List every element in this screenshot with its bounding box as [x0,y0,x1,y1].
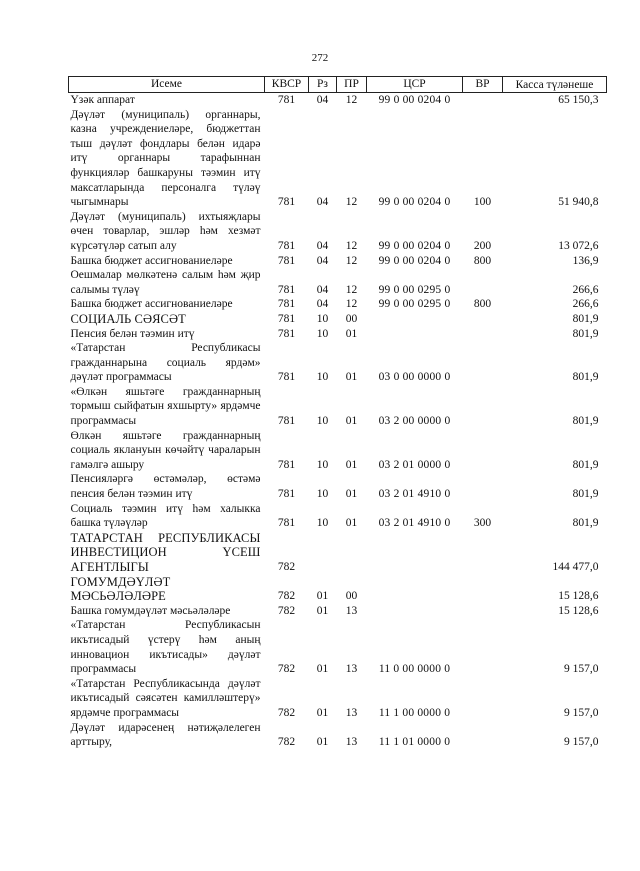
cell-csr: 99 0 00 0204 0 [378,254,451,267]
table-row [69,108,607,210]
table-row [69,341,607,385]
cell-kvsr: 781 [277,458,296,471]
cell-kvsr: 782 [277,590,296,603]
cell-vr: 100 [473,196,492,209]
cell-vr: 800 [473,298,492,311]
cell-csr: 03 2 01 4910 0 [378,517,451,530]
cell-kvsr: 781 [277,196,296,209]
cell-rz: 10 [316,371,329,384]
cell-vr [463,472,503,501]
cell-vr: 300 [473,517,492,530]
cell-csr: 03 2 01 0000 0 [378,458,451,471]
cell-rz: 01 [316,604,329,617]
cell-name: «Татарстан Республикасында дәүләт икътисадый сәясәтен камилләштерү» ярдәмче программасы [70,677,261,719]
cell-kassa: 65 150,3 [558,94,599,106]
cell-name: ГОМУМДӘҮЛӘТ МӘСЬӘЛӘЛӘРЕ [70,574,171,604]
cell-pr: 01 [345,371,358,384]
cell-vr [463,604,503,619]
cell-rz: 04 [316,283,329,296]
table-header-row [69,77,607,93]
table-row [69,210,607,254]
cell-rz: 04 [316,239,329,252]
cell-vr [463,429,503,473]
cell-csr [367,312,463,327]
cell-kvsr: 782 [277,663,296,676]
cell-kassa: 801,9 [572,488,599,501]
cell-kassa: 801,9 [572,312,599,325]
cell-csr: 99 0 00 0295 0 [378,298,451,311]
cell-name: Пенсияләргә өстәмәләр, өстәмә пенсия белән тәэмин итү [70,473,261,501]
table-row [69,472,607,501]
cell-pr: 12 [345,283,358,296]
table-row [69,312,607,327]
cell-name: Оешмалар мөлкәтенә салым һәм җир салымы түләү [70,269,261,296]
cell-vr [463,385,503,429]
cell-rz: 01 [316,590,329,603]
cell-pr: 01 [345,458,358,471]
cell-csr: 11 1 00 0000 0 [378,706,451,719]
cell-csr: 11 0 00 0000 0 [378,663,451,676]
cell-rz: 01 [316,736,329,749]
cell-csr: 99 0 00 0204 0 [378,239,451,252]
cell-kvsr: 782 [277,736,296,749]
cell-rz [309,531,337,575]
cell-rz: 10 [316,488,329,501]
cell-vr [463,575,503,604]
cell-name: СОЦИАЛЬ СӘЯСӘТ [70,311,186,326]
budget-table [68,76,607,750]
cell-rz: 04 [316,254,329,267]
cell-vr [463,341,503,385]
cell-csr: 03 2 00 0000 0 [378,415,451,428]
cell-csr: 99 0 00 0204 0 [378,94,451,106]
cell-csr [367,604,463,619]
header-rz: Рз [309,77,337,93]
cell-rz: 01 [316,706,329,719]
header-kassa: Касса түләнеше [503,77,607,93]
table-row [69,268,607,297]
cell-kassa: 144 477,0 [552,561,599,573]
cell-name: ТАТАРСТАН РЕСПУБЛИКАСЫ ИНВЕСТИЦИОН ҮСЕШ АГЕНТЛЫГЫ [70,530,261,574]
cell-pr: 01 [345,488,358,501]
cell-pr [337,531,367,575]
cell-name: Башка бюджет ассигнованиеләре [70,254,233,267]
table-row [69,721,607,750]
cell-kvsr: 782 [277,706,296,719]
cell-kassa: 801,9 [572,371,599,384]
cell-pr: 12 [345,196,358,209]
cell-name: Социаль тәэмин итү һәм халыкка башка түләүләр [70,502,261,530]
cell-kvsr: 781 [277,327,296,340]
cell-kassa: 801,9 [572,517,599,530]
cell-kassa: 801,9 [572,415,599,428]
cell-kassa: 51 940,8 [558,196,599,209]
header-vr: ВР [463,77,503,93]
table-row [69,429,607,473]
table-row [69,604,607,619]
table-row [69,575,607,604]
cell-name: Пенсия белән тәэмин итү [70,327,195,340]
cell-rz: 04 [316,94,329,106]
cell-kassa: 15 128,6 [558,604,599,617]
cell-rz: 04 [316,298,329,311]
cell-name: Дәүләт (муниципаль) органнары, казна учреждениеләре, бюджеттан тыш дәүләт фондлары белән идарә итү органнары тарафыннан функцияләр башкаруны тәэмин итү максатларында персоналга түләү чыгымнары [70,108,261,209]
header-pr: ПР [337,77,367,93]
cell-kassa: 801,9 [572,458,599,471]
cell-rz: 10 [316,312,329,325]
cell-kvsr: 782 [277,604,296,617]
cell-vr [463,677,503,721]
cell-rz: 04 [316,196,329,209]
table-row [69,531,607,575]
cell-name: «Татарстан Республикасын икътисадый үстерү һәм аның инновацион икътисады» дәүләт программасы [70,619,261,676]
cell-kassa: 9 157,0 [564,706,599,719]
cell-pr: 13 [345,663,358,676]
table-row [69,677,607,721]
cell-pr: 13 [345,736,358,749]
cell-pr: 12 [345,254,358,267]
cell-kassa: 266,6 [572,283,599,296]
cell-vr [463,618,503,676]
cell-pr: 13 [345,706,358,719]
table-row [69,327,607,342]
cell-csr: 99 0 00 0295 0 [378,283,451,296]
table-row [69,385,607,429]
cell-vr [463,268,503,297]
cell-csr: 11 1 01 0000 0 [378,736,451,749]
cell-kvsr: 781 [277,239,296,252]
table-row [69,297,607,312]
cell-pr: 01 [345,415,358,428]
cell-rz: 01 [316,663,329,676]
cell-kvsr: 781 [277,415,296,428]
cell-rz: 10 [316,415,329,428]
cell-kassa: 13 072,6 [558,239,599,252]
cell-name: «Өлкән яшьтәге гражданнарның тормыш сыйфатын яхшырту» ярдәмче программасы [70,385,261,428]
cell-csr [367,575,463,604]
cell-pr: 00 [345,590,358,603]
cell-name: Башка гомумдәүләт мәсьәләләре [70,604,231,617]
cell-name: «Татарстан Республикасы гражданнарына социаль ярдәм» дәүләт программасы [70,342,261,384]
cell-kvsr: 781 [277,488,296,501]
table-row [69,502,607,531]
cell-kassa: 9 157,0 [564,663,599,676]
cell-kassa: 801,9 [572,327,599,340]
cell-vr [463,93,503,108]
header-csr: ЦСР [367,77,463,93]
cell-vr: 200 [473,239,492,252]
cell-name: Башка бюджет ассигнованиеләре [70,298,233,311]
cell-kvsr: 781 [277,312,296,325]
cell-kvsr: 781 [277,298,296,311]
cell-rz: 10 [316,517,329,530]
cell-pr: 12 [345,239,358,252]
cell-kassa: 9 157,0 [564,736,599,749]
cell-rz: 10 [316,327,329,340]
cell-vr: 800 [473,254,492,267]
cell-rz: 10 [316,458,329,471]
cell-name: Өлкән яшьтәге гражданнарның социаль яклануын көчәйтү чараларын гамәлгә ашыру [70,429,261,471]
cell-vr [463,531,503,575]
cell-name: Дәүләт (муниципаль) ихтыяҗлары өчен товарлар, эшләр һәм хезмәт күрсәтүләр сатып алу [70,210,261,252]
header-kvsr: КВСР [265,77,309,93]
cell-name: Дәүләт идарәсенең нәтиҗәлелеген арттыру, [70,721,261,749]
cell-kassa: 136,9 [572,254,599,267]
cell-kvsr: 781 [277,371,296,384]
cell-kvsr: 781 [277,94,296,106]
cell-pr: 12 [345,94,358,106]
page-number: 272 [311,52,329,64]
cell-pr: 01 [345,327,358,340]
cell-name: Үзәк аппарат [70,94,135,106]
cell-kassa: 266,6 [572,298,599,311]
cell-kassa: 15 128,6 [558,590,599,603]
cell-pr: 01 [345,517,358,530]
cell-pr: 13 [345,604,358,617]
cell-vr [463,327,503,342]
cell-pr: 12 [345,298,358,311]
header-name: Исеме [69,77,265,93]
cell-kvsr: 781 [277,283,296,296]
cell-kvsr: 782 [277,561,296,573]
cell-csr: 03 0 00 0000 0 [378,371,451,384]
cell-kvsr: 781 [277,517,296,530]
cell-csr [367,531,463,575]
table-row [69,93,607,108]
cell-kvsr: 781 [277,254,296,267]
cell-pr: 00 [345,312,358,325]
cell-csr: 99 0 00 0204 0 [378,196,451,209]
cell-csr [367,327,463,342]
cell-csr: 03 2 01 4910 0 [378,488,451,501]
cell-vr [463,721,503,750]
table-row [69,618,607,676]
table-row [69,254,607,269]
cell-vr [463,312,503,327]
